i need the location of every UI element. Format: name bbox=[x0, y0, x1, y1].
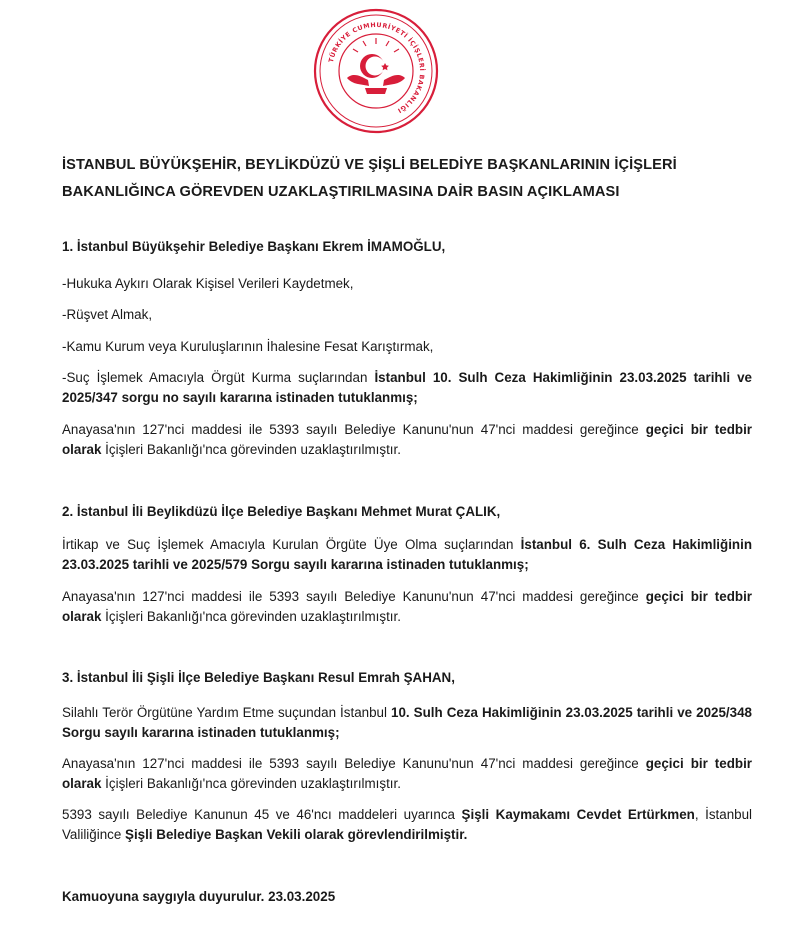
closing-line: Kamuoyuna saygıyla duyurulur. 23.03.2025 bbox=[62, 889, 336, 904]
page-title bbox=[62, 152, 752, 206]
section-1-paragraph: Anayasa'nın 127'nci maddesi ile 5393 sayılı Belediye Kanunu'nun 47'nci maddesi gereğince geçici bir tedbir olarak İçişleri Bakanlığı'nca görevinden uzaklaştırılmıştır. bbox=[62, 422, 752, 457]
seal-ring-text: TÜRKİYE CUMHURİYETİ İÇİŞLERİ BAKANLIĞI bbox=[327, 21, 426, 115]
section-2-charge: İrtikap ve Suç İşlemek Amacıyla Kurulan Örgüte Üye Olma suçlarından İstanbul 6. Sulh Ceza Hakimliğinin 23.03.2025 tarihli ve 2025/579 Sorgu sayılı kararına istinaden tutuklanmış; bbox=[62, 537, 752, 572]
section-1-charge-3: -Kamu Kurum veya Kuruluşlarının İhalesine Fesat Karıştırmak, bbox=[62, 339, 434, 354]
section-2-paragraph: Anayasa'nın 127'nci maddesi ile 5393 sayılı Belediye Kanunu'nun 47'nci maddesi gereğince geçici bir tedbir olarak İçişleri Bakanlığı'nca görevinden uzaklaştırılmıştır. bbox=[62, 589, 752, 624]
section-3-charge: Silahlı Terör Örgütüne Yardım Etme suçundan İstanbul 10. Sulh Ceza Hakimliğinin 23.03.2025 tarihli ve 2025/348 Sorgu sayılı kararına istinaden tutuklanmış; bbox=[62, 705, 752, 740]
section-3-paragraph: Anayasa'nın 127'nci maddesi ile 5393 sayılı Belediye Kanunu'nun 47'nci maddesi gereğince geçici bir tedbir olarak İçişleri Bakanlığı'nca görevinden uzaklaştırılmıştır. bbox=[62, 756, 752, 791]
section-1-charge-1: -Hukuka Aykırı Olarak Kişisel Verileri Kaydetmek, bbox=[62, 276, 354, 291]
title-line-2: BAKANLIĞINCA GÖREVDEN UZAKLAŞTIRILMASINA DAİR BASIN AÇIKLAMASI bbox=[62, 184, 620, 200]
section-1-charge-2: -Rüşvet Almak, bbox=[62, 307, 153, 322]
section-3-deputy-paragraph: 5393 sayılı Belediye Kanunun 45 ve 46'ncı maddeleri uyarınca Şişli Kaymakamı Cevdet Ertürkmen, İstanbul Valiliğince Şişli Belediye Başkan Vekili olarak görevlendirilmiştir. bbox=[62, 807, 753, 842]
section-3-heading: 3. İstanbul İli Şişli İlçe Belediye Başkanı Resul Emrah ŞAHAN, bbox=[62, 670, 455, 685]
section-1-charge-4: -Suç İşlemek Amacıyla Örgüt Kurma suçlarından İstanbul 10. Sulh Ceza Hakimliğinin 23.03.2025 tarihli ve 2025/347 sorgu no sayılı kararına istinaden tutuklanmış; bbox=[62, 370, 752, 405]
section-1-heading: 1. İstanbul Büyükşehir Belediye Başkanı Ekrem İMAMOĞLU, bbox=[62, 239, 446, 254]
ministry-seal-logo bbox=[313, 8, 439, 134]
section-2-heading: 2. İstanbul İli Beylikdüzü İlçe Belediye Başkanı Mehmet Murat ÇALIK, bbox=[62, 504, 501, 519]
title-line-1: İSTANBUL BÜYÜKŞEHİR, BEYLİKDÜZÜ VE ŞİŞLİ BELEDİYE BAŞKANLARININ İÇİŞLERİ bbox=[62, 157, 677, 173]
